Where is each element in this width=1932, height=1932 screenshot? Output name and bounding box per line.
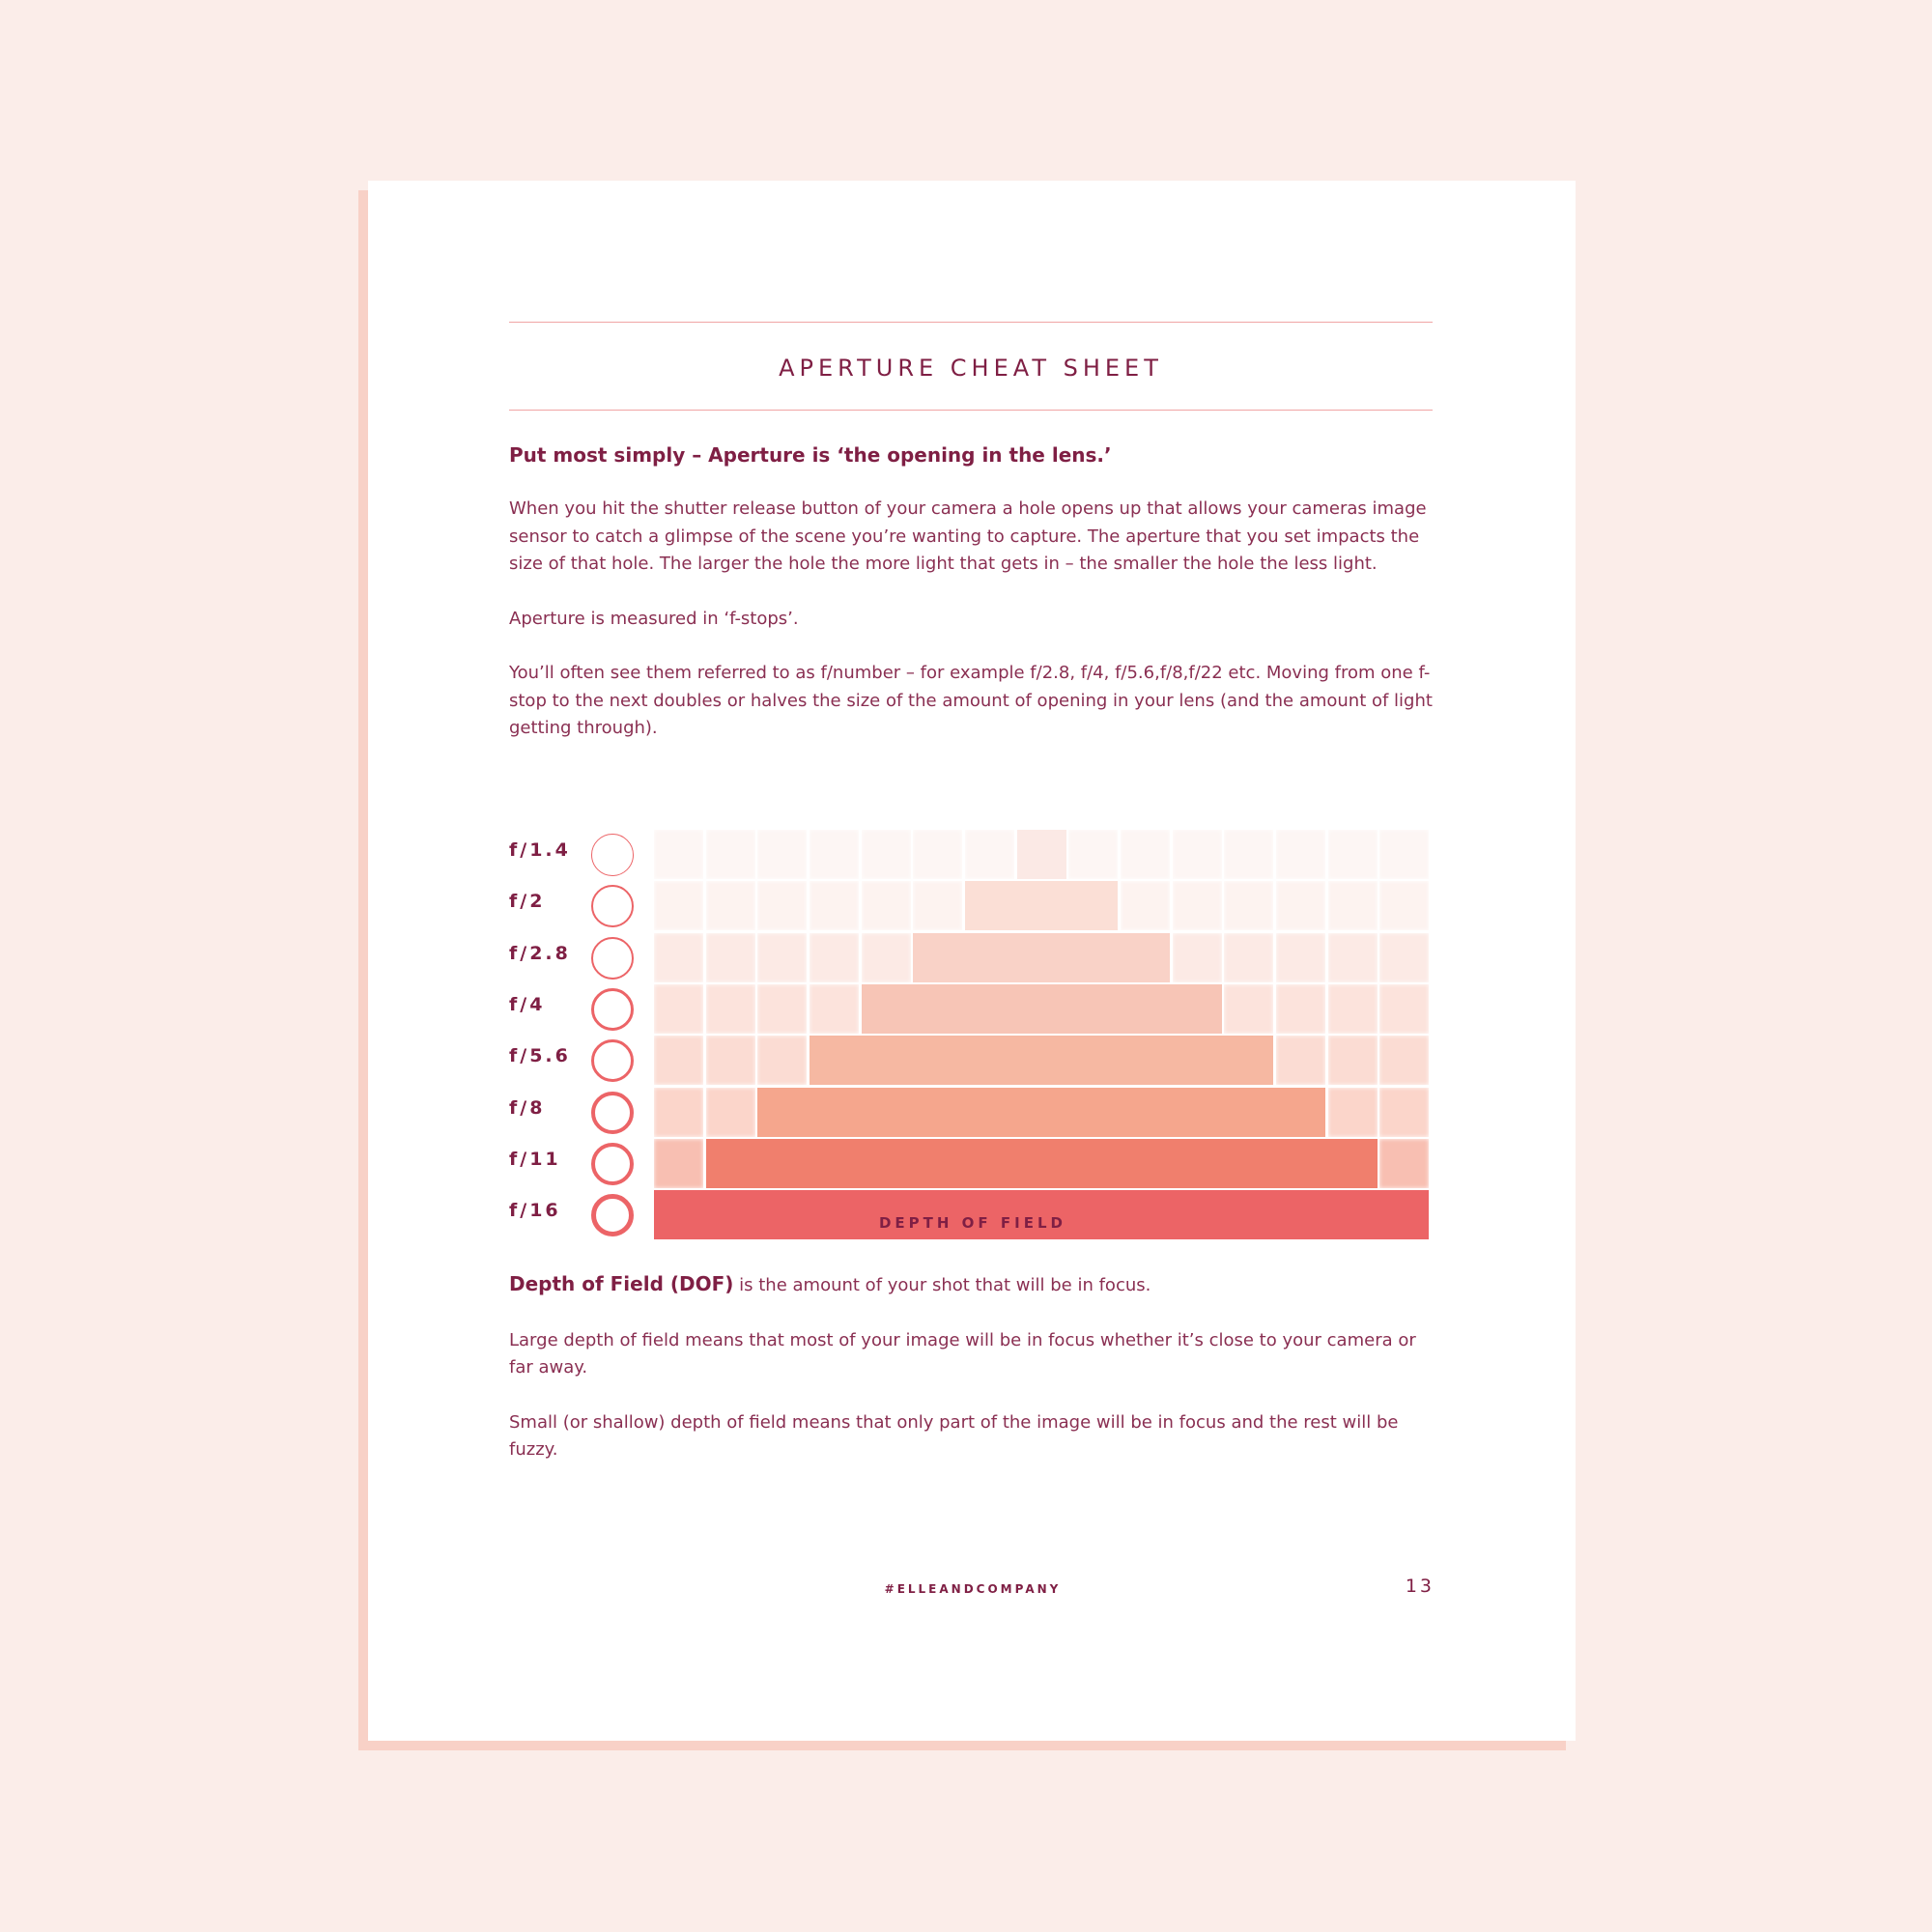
dof-definition-text: is the amount of your shot that will be in focus. (733, 1275, 1151, 1295)
dof-bar-f-2-8 (913, 933, 1170, 982)
grid-cell (654, 1036, 703, 1085)
grid-cell (1121, 830, 1170, 879)
grid-cell (654, 1088, 703, 1137)
page-title: APERTURE CHEAT SHEET (779, 355, 1163, 382)
fstop-label-f-2: f/2 (509, 891, 546, 913)
aperture-ring-icon (591, 1039, 634, 1082)
grid-cell (913, 830, 962, 879)
grid-cell (757, 1036, 807, 1085)
aperture-chart (509, 830, 1436, 1222)
dof-bar-f-1-4 (1017, 830, 1066, 879)
aperture-ring-icon (591, 988, 634, 1031)
dof-term: Depth of Field (DOF) (509, 1272, 734, 1295)
document-page (368, 181, 1576, 1741)
intro-lead: Put most simply – Aperture is ‘the opening in the lens.’ (509, 443, 1112, 467)
grid-cell (1379, 984, 1429, 1034)
grid-cell (654, 1139, 703, 1188)
grid-cell (810, 881, 859, 930)
fstop-label-f-8: f/8 (509, 1096, 546, 1119)
grid-cell (1276, 830, 1325, 879)
grid-cell (706, 984, 755, 1034)
footer-hashtag: #ELLEANDCOMPANY (884, 1582, 1062, 1596)
grid-cell (1224, 933, 1273, 982)
fstop-label-f-2-8: f/2.8 (509, 942, 571, 964)
grid-cell (810, 933, 859, 982)
grid-cell (1379, 1036, 1429, 1085)
grid-cell (1068, 830, 1118, 879)
intro-paragraph-1: When you hit the shutter release button of your camera a hole opens up that allows your cameras image sensor to catch a glimpse of the scene you’re wanting to capture. The aperture that you set impacts the size of that hole. The larger the hole the more light that gets in – the smaller the hole the less light. (509, 498, 1427, 574)
grid-cell (862, 830, 911, 879)
grid-cell (1328, 881, 1378, 930)
dof-paragraph-large: Large depth of field means that most of your image will be in focus whether it’s close to your camera or far away. (509, 1329, 1416, 1378)
dof-bar-f-2 (965, 881, 1118, 930)
grid-cell (654, 881, 703, 930)
fstop-label-f-11: f/11 (509, 1148, 561, 1170)
grid-cell (810, 984, 859, 1034)
title-rule-bottom (509, 410, 1433, 411)
grid-cell (757, 881, 807, 930)
fstop-label-f-1-4: f/1.4 (509, 839, 571, 861)
grid-cell (1328, 933, 1378, 982)
dof-bar-f-11 (706, 1139, 1378, 1188)
grid-cell (706, 1088, 755, 1137)
intro-paragraph-2: Aperture is measured in ‘f-stops’. (509, 608, 799, 629)
dof-bar-f-4 (862, 984, 1222, 1034)
grid-cell (1276, 933, 1325, 982)
grid-cell (1328, 1036, 1378, 1085)
chart-axis-label: DEPTH OF FIELD (878, 1214, 1066, 1232)
aperture-ring-icon (591, 937, 634, 980)
grid-cell (1328, 830, 1378, 879)
grid-cell (1173, 881, 1222, 930)
dof-paragraph-small: Small (or shallow) depth of field means that only part of the image will be in focus and the rest will be fuzzy. (509, 1411, 1399, 1460)
grid-cell (654, 933, 703, 982)
grid-cell (1173, 933, 1222, 982)
grid-cell (1379, 881, 1429, 930)
grid-cell (810, 830, 859, 879)
grid-cell (1224, 984, 1273, 1034)
grid-cell (862, 933, 911, 982)
aperture-ring-icon (591, 885, 634, 927)
grid-cell (1276, 1036, 1325, 1085)
grid-cell (862, 881, 911, 930)
intro-paragraph-3: You’ll often see them referred to as f/number – for example f/2.8, f/4, f/5.6,f/8,f/22 etc. Moving from one f-stop to the next doubles or halves the size of the amount of opening in your lens (and the amount of light getting through). (509, 663, 1433, 738)
fstop-label-f-5-6: f/5.6 (509, 1045, 571, 1067)
grid-cell (1328, 1088, 1378, 1137)
grid-cell (1379, 1139, 1429, 1188)
grid-cell (1173, 830, 1222, 879)
dof-bar-f-8 (757, 1088, 1325, 1137)
grid-cell (706, 933, 755, 982)
grid-cell (1276, 984, 1325, 1034)
dof-definition (509, 1270, 1436, 1300)
grid-cell (706, 881, 755, 930)
grid-cell (1276, 881, 1325, 930)
grid-cell (706, 1036, 755, 1085)
grid-cell (757, 830, 807, 879)
grid-cell (965, 830, 1014, 879)
intro-section (509, 441, 1436, 770)
grid-cell (1379, 933, 1429, 982)
fstop-label-f-16: f/16 (509, 1200, 561, 1222)
grid-cell (913, 881, 962, 930)
aperture-ring-icon (591, 1092, 634, 1134)
grid-cell (1224, 830, 1273, 879)
aperture-ring-icon (591, 1143, 634, 1185)
grid-cell (1121, 881, 1170, 930)
grid-cell (757, 933, 807, 982)
grid-cell (654, 830, 703, 879)
grid-cell (1328, 984, 1378, 1034)
grid-cell (1379, 830, 1429, 879)
fstop-label-f-4: f/4 (509, 993, 546, 1015)
title-rule-top (509, 322, 1433, 323)
grid-cell (706, 830, 755, 879)
grid-cell (654, 984, 703, 1034)
page-number: 13 (1405, 1576, 1435, 1597)
dof-bar-f-5-6 (810, 1036, 1273, 1085)
grid-cell (1379, 1088, 1429, 1137)
grid-cell (757, 984, 807, 1034)
dof-section (509, 1270, 1436, 1492)
aperture-ring-icon (591, 834, 634, 876)
grid-cell (1224, 881, 1273, 930)
